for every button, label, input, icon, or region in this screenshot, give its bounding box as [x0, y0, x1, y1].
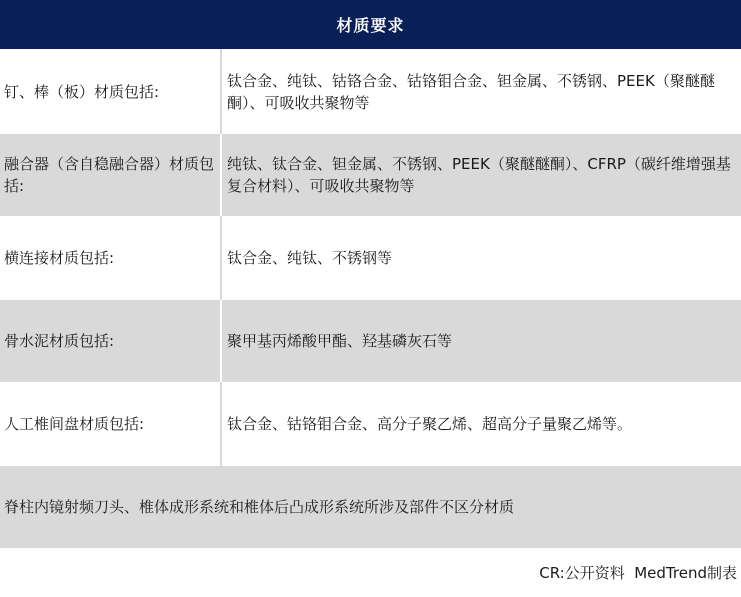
source-credit: CR:公开资料 MedTrend制表 [539, 564, 737, 582]
table-note-row [0, 466, 741, 548]
table-note: 脊柱内镜射频刀头、椎体成形系统和椎体后凸成形系统所涉及部件不区分材质 [4, 498, 515, 516]
row-value-cell [220, 382, 741, 466]
row-value-cell [220, 134, 741, 216]
row-value-cell [220, 300, 741, 382]
row-value: 纯钛、钛合金、钽金属、不锈钢、PEEK（聚醚醚酮）、CFRP（碳纤维增强基复合材料）、可吸收共聚物等 [227, 155, 731, 195]
table-header [0, 0, 741, 49]
row-label-cell [0, 300, 220, 382]
table-row [0, 216, 741, 300]
row-label-cell [0, 49, 220, 134]
row-label-cell [0, 382, 220, 466]
table-row [0, 382, 741, 466]
note-cell [0, 466, 741, 548]
table-title: 材质要求 [336, 16, 405, 35]
table-footer [0, 548, 741, 597]
row-value: 聚甲基丙烯酸甲酯、羟基磷灰石等 [227, 332, 453, 350]
row-value-cell [220, 49, 741, 134]
table-row [0, 49, 741, 134]
row-label: 融合器（含自稳融合器）材质包括: [4, 155, 215, 195]
row-label: 人工椎间盘材质包括: [4, 415, 145, 433]
row-value: 钛合金、纯钛、不锈钢等 [227, 249, 393, 267]
row-label: 钉、棒（板）材质包括: [4, 82, 160, 101]
row-value-cell [220, 216, 741, 300]
row-label-cell [0, 134, 220, 216]
row-label-cell [0, 216, 220, 300]
table-row [0, 300, 741, 382]
row-label: 骨水泥材质包括: [4, 332, 115, 350]
row-label: 横连接材质包括: [4, 249, 115, 267]
row-value: 钛合金、钴铬钼合金、高分子聚乙烯、超高分子量聚乙烯等。 [227, 415, 633, 433]
row-value: 钛合金、纯钛、钴铬合金、钴铬钼合金、钽金属、不锈钢、PEEK（聚醚醚酮）、可吸收共聚物等 [227, 71, 715, 112]
table-row [0, 134, 741, 216]
